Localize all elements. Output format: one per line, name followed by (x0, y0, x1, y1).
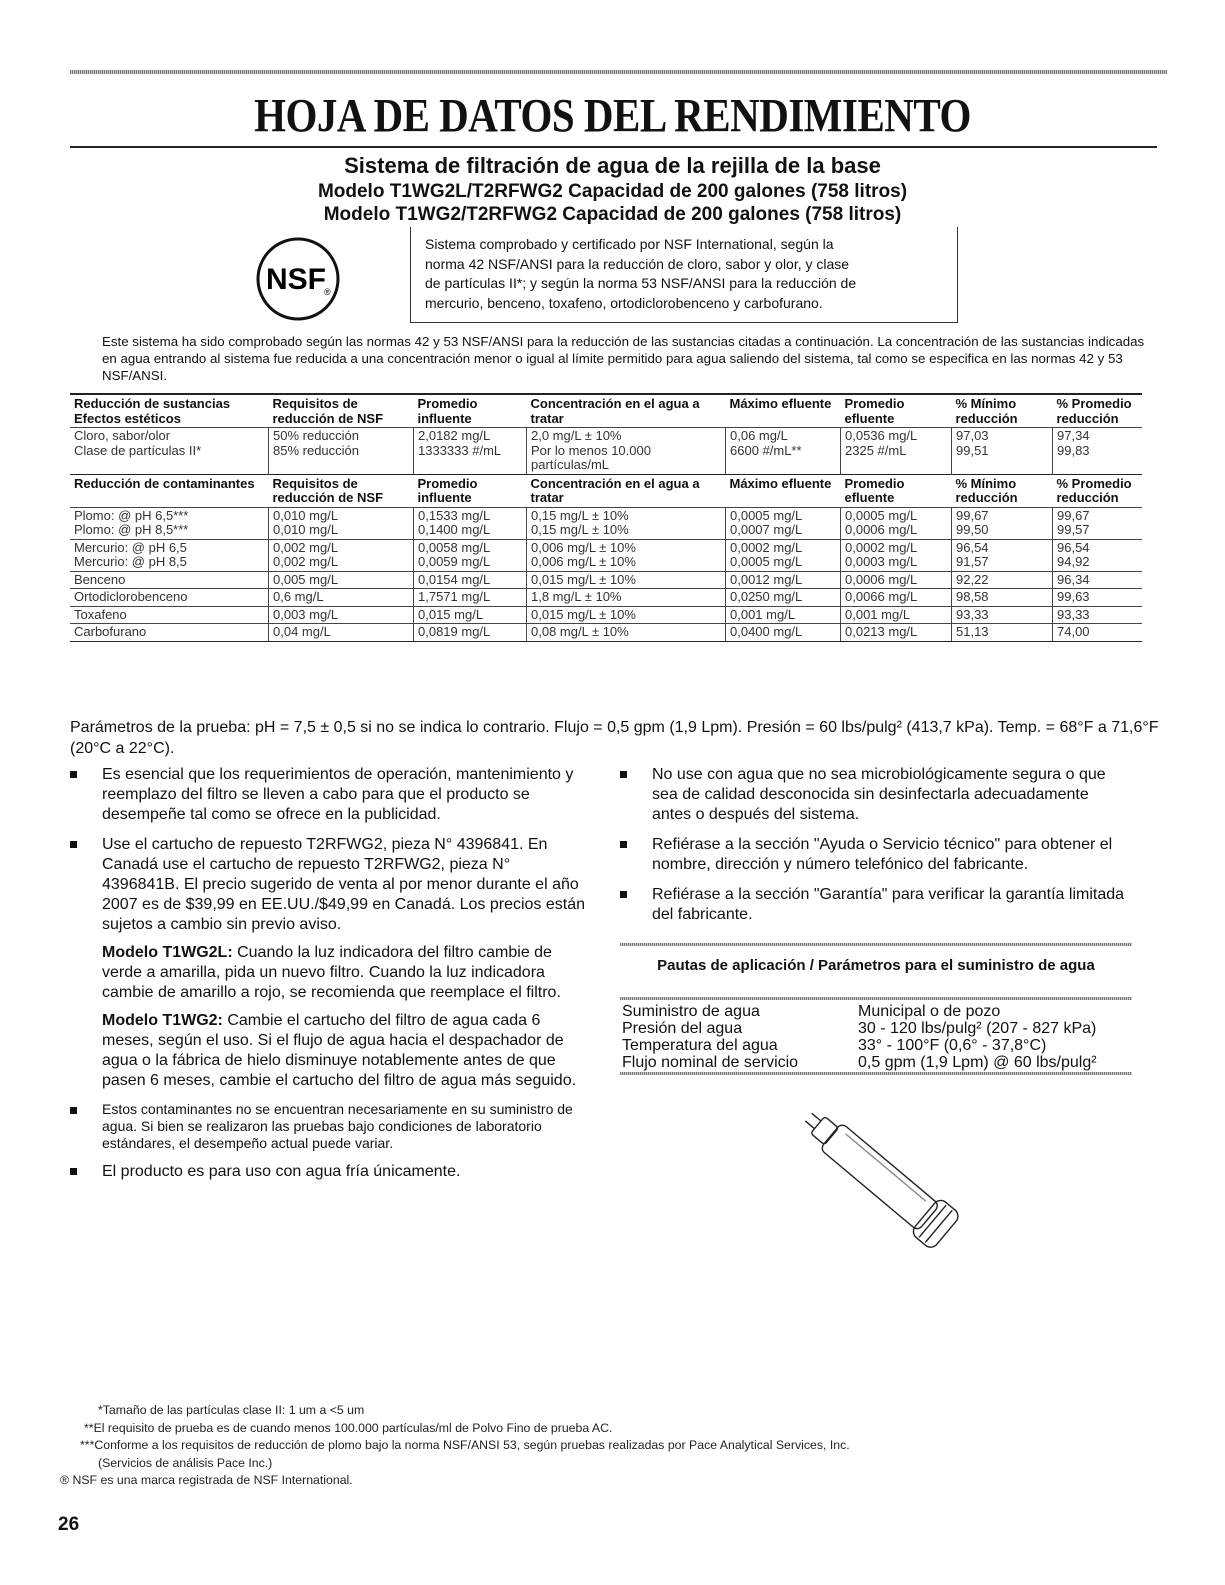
guideline-key: Presión del agua (622, 1020, 743, 1037)
page-title: HOJA DE DATOS DEL RENDIMIENTO (254, 89, 971, 143)
bullet-text: El producto es para uso con agua fría únicamente. (102, 1163, 461, 1180)
column-header: Concentración en el agua a tratar (527, 394, 726, 428)
guidelines-title: Pautas de aplicación / Parámetros para el suministro de agua (657, 957, 1095, 974)
table-cell: 1,7571 mg/L (414, 589, 527, 607)
list-item (70, 1101, 588, 1152)
footnote: ® NSF es una marca registrada de NSF International. (60, 1473, 353, 1487)
table-header-row (70, 394, 1142, 428)
list-item (70, 1162, 588, 1182)
table-cell: 0,0002 mg/L 0,0003 mg/L (841, 539, 952, 571)
bullet-square-icon (620, 841, 627, 848)
table-cell: Ortodiclorobenceno (70, 589, 269, 607)
bullet-text: Refiérase a la sección "Ayuda o Servicio técnico" para obtener el nombre, dirección y número telefónico del fabricante. (652, 836, 1113, 873)
performance-table (70, 393, 1142, 642)
table-cell: 0,005 mg/L (269, 571, 414, 589)
guidelines-mid-rule (620, 997, 1132, 1000)
table-row (70, 428, 1142, 475)
table-cell: 2,0 mg/L ± 10% Por lo menos 10.000 partículas/mL (527, 428, 726, 475)
guideline-value: 30 - 120 lbs/pulg² (207 - 827 kPa) (858, 1020, 1097, 1037)
guideline-key: Suministro de agua (622, 1003, 760, 1020)
top-dotted-rule (70, 70, 1167, 74)
column-header: Requisitos de reducción de NSF (269, 394, 414, 428)
list-item (70, 765, 588, 825)
table-row (70, 539, 1142, 571)
table-cell: Cloro, sabor/olor Clase de partículas II* (70, 428, 269, 475)
guidelines-table (622, 1003, 1097, 1071)
column-header: % Promedio reducción (1053, 474, 1143, 507)
footnote: ***Conforme a los requisitos de reducción de plomo bajo la norma NSF/ANSI 53, según pruebas realizadas por Pace Analytical Services, Inc. (80, 1438, 850, 1452)
column-header: Promedio efluente (841, 474, 952, 507)
table-cell: 96,34 (1053, 571, 1143, 589)
table-cell: 97,34 99,83 (1053, 428, 1143, 475)
table-cell: 0,0213 mg/L (841, 624, 952, 642)
nsf-logo-text: NSF (266, 263, 326, 296)
list-item (620, 835, 1132, 875)
left-bullet-list (70, 765, 588, 1192)
model-line-1: Modelo T1WG2L/T2RFWG2 Capacidad de 200 galones (758 litros) (317, 181, 908, 202)
list-item (70, 835, 588, 1091)
bullet-square-icon (620, 891, 627, 898)
table-cell: 51,13 (952, 624, 1053, 642)
table-row (622, 1037, 1097, 1054)
bullet-square-icon (70, 771, 77, 778)
table-cell: 99,63 (1053, 589, 1143, 607)
table-row (622, 1020, 1097, 1037)
system-subtitle: Sistema de filtración de agua de la rejilla de la base (344, 153, 881, 178)
table-cell: 0,015 mg/L (414, 606, 527, 624)
table-cell: 0,0536 mg/L 2325 #/mL (841, 428, 952, 475)
column-header: Concentración en el agua a tratar (527, 474, 726, 507)
table-cell: 0,6 mg/L (269, 589, 414, 607)
table-row (70, 606, 1142, 624)
table-cell: 0,0012 mg/L (726, 571, 841, 589)
table-cell: 0,0819 mg/L (414, 624, 527, 642)
column-header: Promedio efluente (841, 394, 952, 428)
nsf-logo (256, 237, 340, 321)
column-header: Requisitos de reducción de NSF (269, 474, 414, 507)
table-cell: 0,0250 mg/L (726, 589, 841, 607)
table-cell: 0,015 mg/L ± 10% (527, 606, 726, 624)
nsf-box-line: de partículas II*; y según la norma 53 NSF/ANSI para la reducción de (425, 275, 857, 291)
table-cell: Carbofurano (70, 624, 269, 642)
table-row (622, 1003, 1097, 1020)
model-text: Cuando la luz indicadora del filtro cambie de verde a amarilla, pida un nuevo filtro. Cuando la luz indicadora cambie de amarillo a rojo, se recomienda que reemplace el filtro. (102, 944, 561, 1001)
table-row (70, 624, 1142, 642)
table-cell: 96,54 91,57 (952, 539, 1053, 571)
table-cell: 0,1533 mg/L 0,1400 mg/L (414, 507, 527, 539)
test-parameters: Parámetros de la prueba: pH = 7,5 ± 0,5 si no se indica lo contrario. Flujo = 0,5 gpm (1,9 Lpm). Presión = 60 lbs/pulg² (413,7 kPa). Temp. = 68°F a 71,6°F (20°C a 22°C). (70, 719, 1159, 757)
table-cell: Benceno (70, 571, 269, 589)
table-cell: 0,001 mg/L (726, 606, 841, 624)
nsf-box-line: norma 42 NSF/ANSI para la reducción de cloro, sabor y olor, y clase (425, 255, 850, 272)
model-label: Modelo T1WG2L: (102, 944, 233, 961)
footnote: **El requisito de prueba es de cuando menos 100.000 partículas/ml de Polvo Fino de prueba AC. (84, 1420, 613, 1435)
model-line-2: Modelo T1WG2/T2RFWG2 Capacidad de 200 galones (758 litros) (323, 204, 902, 225)
table-cell: 1,8 mg/L ± 10% (527, 589, 726, 607)
table-cell: Toxafeno (70, 606, 269, 624)
svg-text:®: ® (324, 287, 331, 297)
table-cell: Mercurio: @ pH 6,5 Mercurio: @ pH 8,5 (70, 539, 269, 571)
filter-cartridge-illustration (780, 1090, 990, 1270)
bullet-square-icon (620, 771, 627, 778)
table-cell: Plomo: @ pH 6,5*** Plomo: @ pH 8,5*** (70, 507, 269, 539)
table-header-row (70, 474, 1142, 507)
table-cell: 98,58 (952, 589, 1053, 607)
column-header: Máximo efluente (726, 474, 841, 507)
bullet-text: Estos contaminantes no se encuentran necesariamente en su suministro de agua. Si bien se realizaron las pruebas bajo condiciones de laboratorio estándares, el desempeño actual puede variar. (102, 1101, 573, 1151)
column-header: % Promedio reducción (1053, 394, 1143, 428)
list-item (620, 765, 1132, 825)
nsf-box-line: Sistema comprobado y certificado por NSF International, según la (425, 236, 834, 252)
model-t1wg2l-note (102, 943, 588, 1003)
table-cell: 0,001 mg/L (841, 606, 952, 624)
bullet-square-icon (70, 1168, 77, 1175)
model-label: Modelo T1WG2: (102, 1012, 223, 1029)
guidelines-top-rule (620, 943, 1132, 946)
guidelines-bottom-rule (620, 1072, 1132, 1075)
table-cell: 0,0066 mg/L (841, 589, 952, 607)
table-row (70, 507, 1142, 539)
table-cell: 92,22 (952, 571, 1053, 589)
table-cell: 0,06 mg/L 6600 #/mL** (726, 428, 841, 475)
column-header: % Mínimo reducción (952, 394, 1053, 428)
table-cell: 97,03 99,51 (952, 428, 1053, 475)
footnote: (Servicios de análisis Pace Inc.) (98, 1455, 273, 1470)
guideline-key: Temperatura del agua (622, 1037, 778, 1054)
bullet-text: Use el cartucho de repuesto T2RFWG2, pieza N° 4396841. En Canadá use el cartucho de repuesto T2RFWG2, pieza N° 4396841B. El precio sugerido de venta al por menor durante el año 2007 es de $39,99 en EE.UU./$49,99 en Canadá. Los precios están sujetos a cambio sin previo aviso. (102, 836, 586, 933)
table-row (70, 589, 1142, 607)
table-cell: 50% reducción 85% reducción (269, 428, 414, 475)
column-header: Máximo efluente (726, 394, 841, 428)
nsf-certification-box (410, 227, 958, 323)
table-cell: 0,0005 mg/L 0,0006 mg/L (841, 507, 952, 539)
bullet-text: No use con agua que no sea microbiológicamente segura o que sea de calidad desconocida sin desinfectarla adecuadamente antes o después del sistema. (652, 766, 1106, 823)
table-cell: 0,08 mg/L ± 10% (527, 624, 726, 642)
bullet-text: Es esencial que los requerimientos de operación, mantenimiento y reemplazo del filtro se lleven a cabo para que el producto se desempeñe tal como se ofrece en la publicidad. (102, 766, 574, 823)
guideline-value: 0,5 gpm (1,9 Lpm) @ 60 lbs/pulg² (858, 1054, 1097, 1071)
table-cell: 99,67 99,50 (952, 507, 1053, 539)
table-cell: 0,0006 mg/L (841, 571, 952, 589)
column-header: Reducción de sustancias Efectos estéticos (70, 394, 269, 428)
table-row (622, 1054, 1097, 1071)
table-cell: 93,33 (1053, 606, 1143, 624)
page-number: 26 (58, 1514, 80, 1535)
table-cell: 0,0005 mg/L 0,0007 mg/L (726, 507, 841, 539)
table-cell: 0,0400 mg/L (726, 624, 841, 642)
table-cell: 93,33 (952, 606, 1053, 624)
model-t1wg2-note (102, 1011, 588, 1091)
table-cell: 0,002 mg/L 0,002 mg/L (269, 539, 414, 571)
table-cell: 0,04 mg/L (269, 624, 414, 642)
table-cell: 96,54 94,92 (1053, 539, 1143, 571)
guideline-value: Municipal o de pozo (858, 1003, 1001, 1020)
table-row (70, 571, 1142, 589)
table-cell: 0,0002 mg/L 0,0005 mg/L (726, 539, 841, 571)
table-cell: 2,0182 mg/L 1333333 #/mL (414, 428, 527, 475)
intro-paragraph: Este sistema ha sido comprobado según las normas 42 y 53 NSF/ANSI para la reducción de las sustancias citadas a continuación. La concentración de las sustancias indicadas en agua entrando al sistema fue reducida a una concentración menor o igual al límite permitido para agua saliendo del sistema, tal como se especifica en las normas 42 y 53 NSF/ANSI. (102, 334, 1145, 383)
footnotes (60, 1402, 850, 1490)
column-header: Promedio influente (414, 474, 527, 507)
table-cell: 0,0058 mg/L 0,0059 mg/L (414, 539, 527, 571)
table-cell: 99,67 99,57 (1053, 507, 1143, 539)
column-header: Promedio influente (414, 394, 527, 428)
bullet-square-icon (70, 841, 77, 848)
table-cell: 0,015 mg/L ± 10% (527, 571, 726, 589)
bullet-square-icon (70, 1107, 77, 1114)
table-cell: 0,006 mg/L ± 10% 0,006 mg/L ± 10% (527, 539, 726, 571)
column-header: % Mínimo reducción (952, 474, 1053, 507)
bullet-text: Refiérase a la sección "Garantía" para verificar la garantía limitada del fabricante. (652, 886, 1125, 923)
title-rule (70, 146, 1157, 148)
right-bullet-list (620, 765, 1132, 935)
column-header: Reducción de contaminantes (70, 474, 269, 507)
table-cell: 74,00 (1053, 624, 1143, 642)
table-cell: 0,010 mg/L 0,010 mg/L (269, 507, 414, 539)
list-item (620, 885, 1132, 925)
footnote: *Tamaño de las partículas clase II: 1 um a <5 um (98, 1403, 365, 1417)
nsf-box-line: mercurio, benceno, toxafeno, ortodiclorobenceno y carbofurano. (425, 294, 823, 311)
table-cell: 0,0154 mg/L (414, 571, 527, 589)
model-text: Cambie el cartucho del filtro de agua cada 6 meses, según el uso. Si el flujo de agua hacia el despachador de agua o la fábrica de hielo disminuye notablemente antes de que pasen 6 meses, cambie el cartucho del filtro de agua más seguido. (102, 1012, 577, 1089)
table-cell: 0,003 mg/L (269, 606, 414, 624)
guideline-key: Flujo nominal de servicio (622, 1054, 799, 1071)
table-cell: 0,15 mg/L ± 10% 0,15 mg/L ± 10% (527, 507, 726, 539)
guideline-value: 33° - 100°F (0,6° - 37,8°C) (858, 1037, 1047, 1054)
